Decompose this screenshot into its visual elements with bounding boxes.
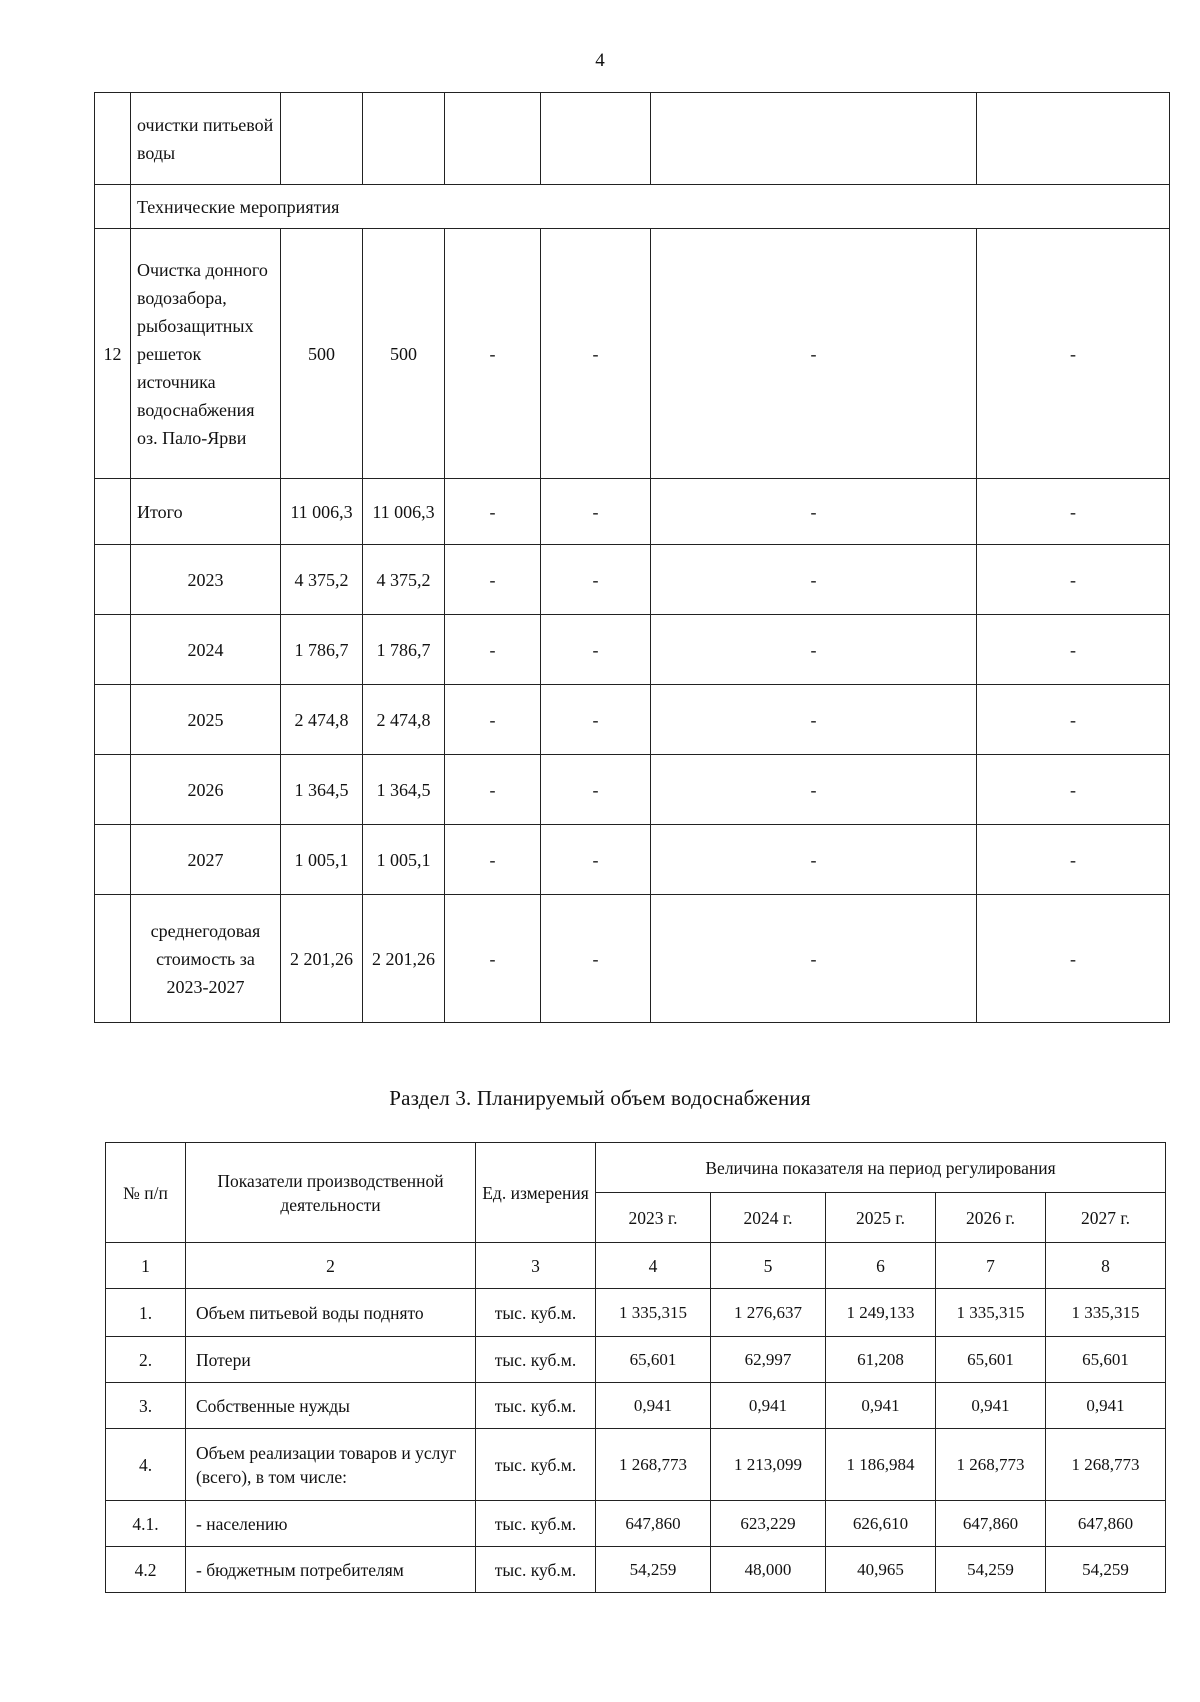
total-cell-5: - xyxy=(651,479,977,545)
year-cell-3: - xyxy=(445,755,541,825)
row-value: 65,601 xyxy=(936,1337,1046,1383)
table-row xyxy=(95,825,1170,895)
row-label: - бюджетным потребителям xyxy=(186,1547,476,1593)
header-year: 2026 г. xyxy=(936,1193,1046,1243)
header-year: 2024 г. xyxy=(711,1193,826,1243)
table-row xyxy=(106,1337,1166,1383)
row-value: 1 249,133 xyxy=(826,1289,936,1337)
header-year: 2023 г. xyxy=(596,1193,711,1243)
column-number: 2 xyxy=(186,1243,476,1289)
row-value: 0,941 xyxy=(936,1383,1046,1429)
average-cell-4: - xyxy=(541,895,651,1023)
row-value: 1 276,637 xyxy=(711,1289,826,1337)
row-value: 1 268,773 xyxy=(1046,1429,1166,1501)
row-number: 2. xyxy=(106,1337,186,1383)
table-row xyxy=(95,615,1170,685)
table-row xyxy=(95,229,1170,479)
row-value: 54,259 xyxy=(1046,1547,1166,1593)
table-row xyxy=(106,1383,1166,1429)
row-value: 48,000 xyxy=(711,1547,826,1593)
item-number: 12 xyxy=(95,229,131,479)
row-number: 4.1. xyxy=(106,1501,186,1547)
header-year: 2027 г. xyxy=(1046,1193,1166,1243)
row-value: 1 335,315 xyxy=(596,1289,711,1337)
year-label: 2027 xyxy=(131,825,281,895)
year-cell-6: - xyxy=(977,825,1170,895)
row-value: 1 268,773 xyxy=(936,1429,1046,1501)
total-value-1: 11 006,3 xyxy=(281,479,363,545)
table-row xyxy=(95,545,1170,615)
item-cell-3: - xyxy=(445,229,541,479)
row-value: 61,208 xyxy=(826,1337,936,1383)
total-value-2: 11 006,3 xyxy=(363,479,445,545)
table-row xyxy=(95,895,1170,1023)
table-row xyxy=(106,1547,1166,1593)
average-cost-label: среднегодовая стоимость за 2023-2027 xyxy=(131,895,281,1023)
row-number: 1. xyxy=(106,1289,186,1337)
year-cell-6: - xyxy=(977,615,1170,685)
year-cell-4: - xyxy=(541,615,651,685)
row-label: - населению xyxy=(186,1501,476,1547)
average-cell-5: - xyxy=(651,895,977,1023)
year-cell-3: - xyxy=(445,825,541,895)
investment-table xyxy=(94,92,1170,1023)
year-cell-4: - xyxy=(541,755,651,825)
row-unit: тыс. куб.м. xyxy=(476,1383,596,1429)
header-year: 2025 г. xyxy=(826,1193,936,1243)
row-value: 1 335,315 xyxy=(936,1289,1046,1337)
year-value-2: 2 474,8 xyxy=(363,685,445,755)
row-number: 3. xyxy=(106,1383,186,1429)
row-number: 4. xyxy=(106,1429,186,1501)
year-cell-3: - xyxy=(445,545,541,615)
table-row xyxy=(95,185,1170,229)
year-label: 2024 xyxy=(131,615,281,685)
header-row xyxy=(106,1143,1166,1193)
table-row xyxy=(95,755,1170,825)
row-value: 626,610 xyxy=(826,1501,936,1547)
year-value-2: 1 364,5 xyxy=(363,755,445,825)
year-cell-4: - xyxy=(541,825,651,895)
row-label: Объем питьевой воды поднято xyxy=(186,1289,476,1337)
row-value: 0,941 xyxy=(596,1383,711,1429)
row-value: 647,860 xyxy=(936,1501,1046,1547)
column-number: 7 xyxy=(936,1243,1046,1289)
row-value: 1 186,984 xyxy=(826,1429,936,1501)
year-cell-6: - xyxy=(977,685,1170,755)
year-cell-5: - xyxy=(651,825,977,895)
column-number: 1 xyxy=(106,1243,186,1289)
item-name: Очистка донного водозабора, рыбозащитных решеток источника водоснабжения оз. Пало-Ярви xyxy=(131,229,281,479)
year-cell-6: - xyxy=(977,545,1170,615)
column-number: 5 xyxy=(711,1243,826,1289)
row-label: Потери xyxy=(186,1337,476,1383)
row-value: 54,259 xyxy=(936,1547,1046,1593)
average-value-1: 2 201,26 xyxy=(281,895,363,1023)
column-number-row xyxy=(106,1243,1166,1289)
year-value-1: 1 786,7 xyxy=(281,615,363,685)
total-label: Итого xyxy=(131,479,281,545)
row-value: 65,601 xyxy=(1046,1337,1166,1383)
header-num: № п/п xyxy=(106,1143,186,1243)
item-name-continuation: очистки питьевой воды xyxy=(131,93,281,185)
column-number: 6 xyxy=(826,1243,936,1289)
row-value: 1 268,773 xyxy=(596,1429,711,1501)
year-cell-6: - xyxy=(977,755,1170,825)
year-cell-4: - xyxy=(541,685,651,755)
year-cell-4: - xyxy=(541,545,651,615)
header-period: Величина показателя на период регулирования xyxy=(596,1143,1166,1193)
row-label: Объем реализации товаров и услуг (всего), в том числе: xyxy=(186,1429,476,1501)
item-cell-5: - xyxy=(651,229,977,479)
year-label: 2026 xyxy=(131,755,281,825)
row-unit: тыс. куб.м. xyxy=(476,1337,596,1383)
row-value: 1 213,099 xyxy=(711,1429,826,1501)
column-number: 3 xyxy=(476,1243,596,1289)
year-value-2: 1 005,1 xyxy=(363,825,445,895)
item-cell-6: - xyxy=(977,229,1170,479)
table-row xyxy=(106,1289,1166,1337)
total-cell-4: - xyxy=(541,479,651,545)
row-unit: тыс. куб.м. xyxy=(476,1501,596,1547)
row-number: 4.2 xyxy=(106,1547,186,1593)
average-value-2: 2 201,26 xyxy=(363,895,445,1023)
average-cell-3: - xyxy=(445,895,541,1023)
section-title: Раздел 3. Планируемый объем водоснабжения xyxy=(389,1086,811,1110)
year-value-2: 4 375,2 xyxy=(363,545,445,615)
row-value: 40,965 xyxy=(826,1547,936,1593)
row-value: 62,997 xyxy=(711,1337,826,1383)
year-value-1: 4 375,2 xyxy=(281,545,363,615)
row-value: 623,229 xyxy=(711,1501,826,1547)
table-row xyxy=(95,93,1170,185)
row-label: Собственные нужды xyxy=(186,1383,476,1429)
year-value-1: 1 364,5 xyxy=(281,755,363,825)
year-value-1: 2 474,8 xyxy=(281,685,363,755)
row-value: 647,860 xyxy=(1046,1501,1166,1547)
header-unit: Ед. измерения xyxy=(476,1143,596,1243)
table-row xyxy=(95,685,1170,755)
year-label: 2023 xyxy=(131,545,281,615)
year-cell-5: - xyxy=(651,545,977,615)
row-value: 0,941 xyxy=(1046,1383,1166,1429)
item-value-1: 500 xyxy=(281,229,363,479)
year-value-2: 1 786,7 xyxy=(363,615,445,685)
row-unit: тыс. куб.м. xyxy=(476,1429,596,1501)
year-value-1: 1 005,1 xyxy=(281,825,363,895)
total-cell-6: - xyxy=(977,479,1170,545)
row-unit: тыс. куб.м. xyxy=(476,1547,596,1593)
item-value-2: 500 xyxy=(363,229,445,479)
water-supply-table xyxy=(105,1142,1166,1593)
row-value: 0,941 xyxy=(711,1383,826,1429)
average-cell-6: - xyxy=(977,895,1170,1023)
row-unit: тыс. куб.м. xyxy=(476,1289,596,1337)
table-row xyxy=(106,1429,1166,1501)
year-cell-3: - xyxy=(445,685,541,755)
total-cell-3: - xyxy=(445,479,541,545)
column-number: 4 xyxy=(596,1243,711,1289)
header-indicator: Показатели производственной деятельности xyxy=(186,1143,476,1243)
year-cell-5: - xyxy=(651,685,977,755)
row-value: 54,259 xyxy=(596,1547,711,1593)
page-number: 4 xyxy=(595,50,605,71)
year-cell-3: - xyxy=(445,615,541,685)
year-label: 2025 xyxy=(131,685,281,755)
row-value: 0,941 xyxy=(826,1383,936,1429)
table-row xyxy=(95,479,1170,545)
year-cell-5: - xyxy=(651,615,977,685)
row-value: 647,860 xyxy=(596,1501,711,1547)
item-cell-4: - xyxy=(541,229,651,479)
row-value: 1 335,315 xyxy=(1046,1289,1166,1337)
section-heading: Технические мероприятия xyxy=(131,185,1170,229)
year-cell-5: - xyxy=(651,755,977,825)
table-row xyxy=(106,1501,1166,1547)
column-number: 8 xyxy=(1046,1243,1166,1289)
row-value: 65,601 xyxy=(596,1337,711,1383)
